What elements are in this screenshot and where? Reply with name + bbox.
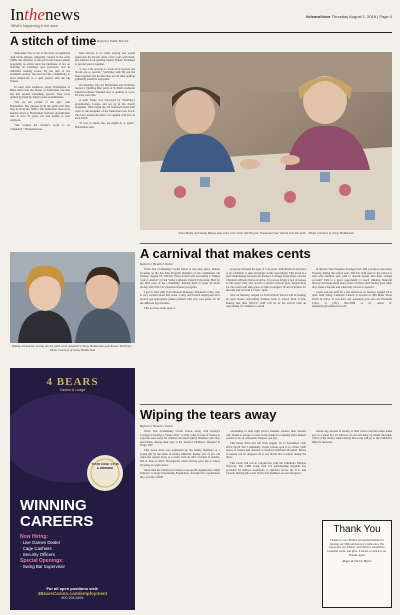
ad-hiring-item: · Security Officers — [20, 552, 55, 557]
ad-hiring — [20, 534, 65, 570]
story2-paragraph: everyone between the ages of 3-12 years. Individuals do not have to be a member to take advantage of this opportunity. This event is a joint undertaking between the Kelsey's Courage Team Drive and the Children's Miracle Network drive. If a person brings a box of tissues to this event, they will receive a special carnival perk. Registration for this event will take place at 2pm on August 18 and activities for the kids will be from 2:15pm - 4pm. — [226, 268, 306, 293]
masthead-dateline — [306, 14, 392, 19]
ad-logo-sub: Casino & Lodge — [59, 388, 86, 392]
story2-headline: A carnival that makes cents — [140, 246, 311, 261]
story3-paragraph: Since then her family has formed a non-profit organization called Kelsey's Courage Scholarship Foundation, through this organization they provide a $500 — [140, 467, 220, 479]
ad-headline-1: WINNING — [20, 497, 87, 514]
date-line: Thursday August 1, 2019 | Page 4 — [331, 14, 392, 19]
organizers-photo-image — [10, 252, 135, 343]
quilting-photo-caption: Janet Mantz and Sandy Blaney take extra care while stitching the 'Sunbonnet Sue' blocks onto the quilt. - Photo Courtesy of Jenny Holderman — [177, 231, 355, 235]
story2-paragraph: Come join the staff for a fun afternoon on Sunday, August 18 at 2pm. Oak Valley Lutheran Church is located at 400 Main Street North in Volva. If you have any questions you can call Elizabeth Colby at (701) 022-4398 or by email at: elizabethc@northstarccu.com — [312, 289, 392, 309]
story1-headline: A stitch of time — [10, 34, 97, 48]
story2-paragraph: North Star Community Credit Union is one busy place, mainly focusing on the Pee Wee Program members of the community. On Sunday, August 18, NSCCU Volva branch will be hosting a "Makes Cents Carnival" at Oak Valley Lutheran Church Fellowship Hall for the little ones of the community; helping them to learn all about money with NSCCU's financial literacy program. — [140, 268, 220, 289]
story1-paragraph: "I was a bit nervous to work on it because the blocks are so special," Verbrisky said. He put the Sues together and decided that an old time quilting gathering would be enjoyable. — [75, 66, 135, 82]
masthead-tagline: What's happening in the area — [11, 24, 58, 28]
story1-column-2 — [75, 52, 135, 252]
story1-paragraph: A quilt frame was borrowed by Verbrisky's grandmother, Louise, and set up in the church basement. Then began the old fashioned hand quilt work to the keepsake of the Sunbonnet Sue block. The Sues waited the quilt to be quilted with love in each stitch. — [75, 98, 135, 121]
story2-paragraph: Also on Monday, August 19 Volva Public School will be hosting an open house, welcoming children back to school from 5-7pm. During this time NSCCU staff will be at the school with an opportunity for children to enroll — [226, 293, 306, 309]
story1-paragraph: Sunbonnet Sue is one of the most recognizable quilt block images. Allegedly created in the early 1800s, the character of the girl in the bonnet gained popularity as artists used the likeliness of her on clothing, in paintings and postcards, and in children's reading books. By the turn of the twentieth century, Sue had become a familiarity to most Americans as a quilt pattern with the big bonnet. — [10, 52, 70, 84]
story1-paragraph: On Saturday, July 20, Holderman and Verbrisky hosted a 'Quilting Bee' party at St Paul's Lutheran Church in Butte. Whether new to quilting or a pro, all were welcome. — [75, 82, 135, 98]
story2-column-3 — [312, 268, 392, 401]
story2-byline: Reporter Heather Tudor — [140, 262, 173, 266]
organizers-photo — [10, 252, 135, 343]
story-divider — [140, 243, 392, 244]
ad-footer-line1: For all open positions visit: — [46, 586, 99, 591]
ad-special-label: Special Openings: — [20, 558, 64, 564]
quilting-photo — [140, 52, 392, 230]
story1-paragraph: "She wanted her mother's work to be completed," Holderman has — [10, 123, 70, 131]
masthead — [10, 6, 392, 30]
story3-column-2 — [226, 430, 306, 610]
thank-you-title: Thank You — [333, 524, 381, 535]
ad-footer — [10, 586, 135, 600]
ad-special-item: · Swing Bar Supervisor — [20, 564, 65, 569]
story3-paragraph: This tissue drive was originated by the family members of a young girl by the name of Kelsey Mitzdoh. Kelsey was 15 yrs. old when she passed away as a result from an ATV accident in Adams, ND in June of 2012. Through her death, Kelsey gave life to others by being an organ donor. — [140, 448, 220, 467]
story3-byline: Reporter Heather Tudor — [140, 424, 173, 428]
casino-ad — [10, 368, 135, 610]
story3-column-1 — [140, 430, 220, 610]
masthead-rule — [10, 32, 392, 33]
organizers-photo-caption: Taking a break for sewing are the quilt event organizers Jenny Holderman and Tanner Verbrisky - Photo Courtesy of Jenny Holderman — [11, 344, 133, 352]
ad-headline-2: CAREERS — [20, 513, 94, 530]
ad-footer-url[interactable]: 4BearsCasino.com/employment — [37, 591, 108, 596]
story3-paragraph: This event will run in conjunction with the Children's Miracle Network. The CMN along with 170 participating hospitals has provided 32 million treatments to children across the U.S. and Canada. During this event North Star members are encouraged to — [226, 460, 306, 476]
story-divider — [140, 404, 392, 405]
ad-logo-text: 4 BEARS — [46, 376, 99, 388]
thank-you-signature: Roger & Sherry Myers — [342, 558, 372, 563]
story1-paragraph: To keep with traditions, Jenny Holderman of Butte knew that the blocks of Sunbonnet Sue that she had needed something special. They were quilted by hand by Jenny's great-grandmother. — [10, 84, 70, 100]
story1-byline: Reporter Eddie Burrell — [97, 39, 129, 43]
story3-paragraph: North Star Community Credit Union along with Kelsey's Courage is hosting a "tissue drive" to help collect boxes of tissues to wipe the tears away for children and their family members who may need them, during their stay at the Sanford Children's Hospital in Fargo, ND. — [140, 430, 220, 448]
ad-hiring-item-text: Security Officers — [22, 552, 55, 557]
thank-you-body: Thanks to our children and grandchildren for hosting our 50th anniversary celebration. We appreciate our friends' and family's attendance, beautiful cards, and gifts. It meant so much to us. Thanks again. — [327, 538, 387, 557]
story1-paragraph: "We are not certain of the age," said Holderman. She guesses from the prints that they may be from the 1930's. The Sunbonnet Sues were handed down to Holderman from her grandmother who is now 91 years old and unable to sew anymore. — [10, 100, 70, 123]
story3-paragraph: This tissue drive will run from August 1st to September 11th, 2019. North Star Community Credit Unions goal is to collect 1500 boxes of tissues and donated to Sanford Children's Hospital. Boxes of tissues can be dropped off at any North Star location during the drive. — [226, 441, 306, 460]
story2-column-1 — [140, 268, 220, 401]
ad-special-item-text: Swing Bar Supervisor — [22, 564, 65, 569]
story2-paragraph: This is a free event open to — [144, 305, 176, 310]
ad-background-art — [10, 368, 135, 610]
story2-column-2 — [226, 268, 306, 401]
masthead-title-news: news — [44, 5, 80, 24]
masthead-title — [10, 6, 80, 24]
story3-paragraph: scholarship to help high school students achieve their dreams who intend to pursue a career in the medical or nursing field. Kelsey wanted to be an orthopedic surgeon one day. — [226, 430, 306, 441]
ad-hiring-item: · Live Games Dealer — [20, 540, 61, 545]
story1-column-1 — [10, 52, 70, 252]
quilting-photo-image — [140, 52, 392, 230]
ad-footer-phone: 800.294.5454 — [61, 596, 84, 600]
story1-paragraph: been known to do some sewing and would appreciate the blocks. After a few years with them, she enlisted local quilting fanatic Tanner Verbrisky to put the pieces together. — [75, 52, 135, 66]
story2-paragraph: in the Pee Wee Penguins Savings Club. Did you know that every Tuesday during the school year, NSCCU staff goes to the school to visit with children who wish to deposit money into their savings account? This is a great opportunity to teach children financial literacy and make them more aware of where their money goes when they make a deposit and when they choose to spend it. — [312, 268, 392, 289]
story3-paragraph: donate any amount of money of their choice and have their name put on a paper hot air balloon cut-out and hung up inside the bank. 100% of the money raised during this event will go to the Children's Miracle Network. — [312, 430, 392, 444]
ad-badge: YOUR CASE 4 FUN & WINNING — [91, 462, 119, 470]
paper-name: VolvaraVoice — [305, 14, 331, 19]
masthead-title-the: the — [24, 5, 45, 24]
story1-paragraph: "It was so much fun, we might do it again," Holderman said. — [75, 121, 135, 129]
story3-column-3 — [312, 430, 392, 470]
ad-hiring-item-text: Live Games Dealer — [22, 540, 61, 545]
story2-paragraph: I got to visit with Volva Branch Manager, Elizabeth Colby, who is very excited about this event. Colby and branch employees have several age appropriate games planned with very cool prizes for all the different age brackets. — [140, 289, 220, 305]
thank-you-box — [322, 520, 392, 608]
ad-hiring-item-text: Cage Cashiers — [22, 546, 52, 551]
ad-hiring-item: · Cage Cashiers — [20, 546, 52, 551]
story3-headline: Wiping the tears away — [140, 407, 277, 422]
masthead-title-in: In — [10, 5, 25, 24]
ad-logo — [10, 376, 135, 392]
ad-hiring-label: Now Hiring: — [20, 534, 49, 540]
